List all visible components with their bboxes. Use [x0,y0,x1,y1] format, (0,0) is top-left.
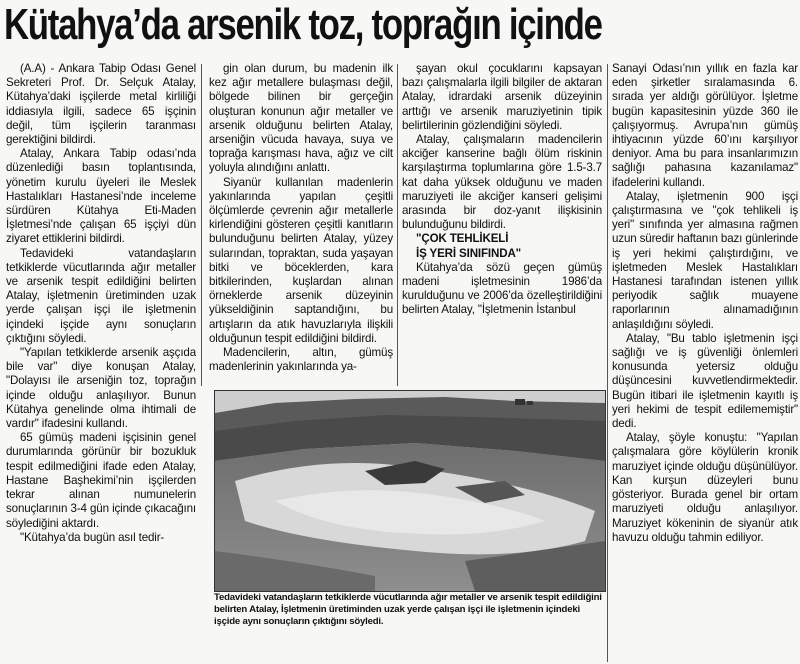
col4-paragraph: Atalay, işletmenin 900 işçi çalıştırmasına ve "çok tehlikeli iş yeri" sınıfında yer almasına rağmen uzun süredir haftanın bazı günlerinde iş yeri hekimi çalıştırdığını, ve işletmeden Meslek Hastalıkları Hastanesi tarafından istenen yıllık periyodik sağlık muayene raporlarının alınamadığının anlaşıldığını söyledi. [612,189,798,331]
headline: Kütahya’da arsenik toz, toprağın içinde [3,0,602,49]
column-divider [607,64,608,662]
col3-paragraph: Kütahya’da sözü geçen gümüş madeni işletmesinin 1986’da kurulduğunu ve 2006’da özelleştirildiğini belirten Atalay, "İşletmenin İstanbul [402,260,602,317]
mine-photo [214,390,606,592]
article-column-4 [612,62,798,662]
col1-paragraph: "Kütahya’da bugün asıl tedir- [20,530,165,544]
article-column-3 [402,62,602,382]
col4-paragraph: Atalay, "Bu tablo işletmenin işçi sağlığı ve iş güvenliği önlemleri konusunda yetersiz olduğu düşüncesini kuvvetlendirmektedir. Bugün itibari ile işletmenin kayıtlı iş yeri hekimi de tespit edilememiştir" dedi. [612,331,798,431]
col3-paragraph: Atalay, çalışmaların madencilerin akciğer kanserine bağlı ölüm riskinin karşılaştırma toplumlarına göre 1.5-3.7 kat daha yüksek olduğunu ve maden maruziyeti ile akciğer kanseri gelişimi arasında bir doz-yanıt ilişkisinin bulunduğunu bildirdi. [402,133,602,232]
open-pit-mine-image [215,391,605,591]
col2-paragraph: Siyanür kullanılan madenlerin yakınlarında yapılan çeşitli ölçümlerde çevrenin ağır metallerle kirlendiğini gösteren çeşitli kanıtların bulunduğunu belirten Atalay, yüzey sularından, topraktan, suda yaşayan bitki ve böceklerden, kara bitkilerinden, kuşlardan alınan örneklerde arsenik düzeyinin yükseldiğinin saptandığını, bu artışların da atık havuzlarıyla ilişkili olduğunun tespit edildiğini bildirdi. [209,175,393,345]
column-divider [397,64,398,386]
col2-paragraph: gin olan durum, bu madenin ilk kez ağır metallere bulaşması değil, bölgede bilinen bir gerçeğin oluşturan konunun ağır metaller ve arsenik olduğunu belirten Atalay, arseniğin vücuda havaya, suya ve toprağa karışması hava, ağız ve cilt yoluyla alındığını anlattı. [209,62,393,175]
article-column-1 [6,62,196,662]
col1-paragraph: (A.A) - Ankara Tabip Odası Genel Sekreteri Prof. Dr. Selçuk Atalay, Kütahya’daki işçilerde metal kirliliği iddiasıyla ilgili, sadece 65 işçinin değil, tüm işçilerin taranması gerektiğini bildirdi. [6,62,196,147]
col2-paragraph: Madencilerin, altın, gümüş madenlerinin yakınlarında ya- [209,346,393,374]
column-divider [201,64,202,386]
col3-paragraph: "ÇOK TEHLİKELİ [416,232,509,246]
photo-caption: Tedavideki vatandaşların tetkiklerde vücutlarında ağır metaller ve arsenik tespit edildiğini belirten Atalay, İşletmenin üretiminden uzak yerde çalışan işçi ile işletmenin içindeki işçide aynı sonuçların çıktığını söyledi. [214,592,602,627]
col4-paragraph: Atalay, şöyle konuştu: "Yapılan çalışmalara göre köylülerin kronik maruziyet içinde olduğu düşünülüyor. Kan kurşun düzeyleri bunu gösteriyor. Burada genel bir ortam maruziyeti olduğu anlaşılıyor. Maruziyet kökeninin de siyanür atık havuzu olduğu tahmin ediliyor. [612,431,798,544]
col1-paragraph: "Yapılan tetkiklerde arsenik aşçıda bile var" diye konuşan Atalay, "Dolayısı ile arseniğin toz, toprağın içinde olduğu anlaşılıyor. Bunun Kütahya genelinde olma ihtimali de vardır" ifadesini kullandı. [6,346,196,431]
col1-paragraph: Atalay, Ankara Tabip odası’nda düzenlediği basın toplantısında, yönetim kurulu üyeleri ile Meslek Hastalıkları Hastanesi’nde inceleme sürdüren Kütahya Eti-Maden İşletmesi’nde çalışan 65 işçiyi dün ziyaret ettiklerini bildirdi. [6,147,196,246]
col4-paragraph: Sanayi Odası’nın yıllık en fazla kar eden şirketler sıralamasında 6. sırada yer aldığı görülüyor. İşletme bugün kapasitesinin yüzde 360 ile çalışıyormuş. Avrupa’nın gümüş ihtiyacının yüzde 60’ını karşılıyor deniyor. Ama bu para insanlarımızın sağlığı pahasına kazanılamaz" ifadelerini kullandı. [612,62,798,189]
col3-paragraph: şayan okul çocuklarını kapsayan bazı çalışmalarla ilgili bilgiler de aktaran Atalay, idrardaki arsenik düzeyinin arttığı ve arsenik maruziyetinin tipik belirtilerinin gözlendiğini söyledi. [402,62,602,132]
article-column-2 [209,62,393,382]
col3-paragraph: İŞ YERİ SINIFINDA" [416,246,522,260]
col1-paragraph: 65 gümüş madeni işçisinin genel durumlarında görünür bir bozukluk tespit edilmediğini ifade eden Atalay, Hastane Başhekimi’nin işçilerden tekrar alınan numunelerin sonuçlarının 3-4 gün içinde çıkacağını söylediğini aktardı. [6,431,196,530]
col1-paragraph: Tedavideki vatandaşların tetkiklerde vücutlarında ağır metaller ve arsenik tespit edildiğini belirten Atalay, işletmenin üretiminden uzak yerde çalışan işçi ile işletmenin içindeki işçide aynı sonuçların çıktığını söyledi. [6,246,196,345]
